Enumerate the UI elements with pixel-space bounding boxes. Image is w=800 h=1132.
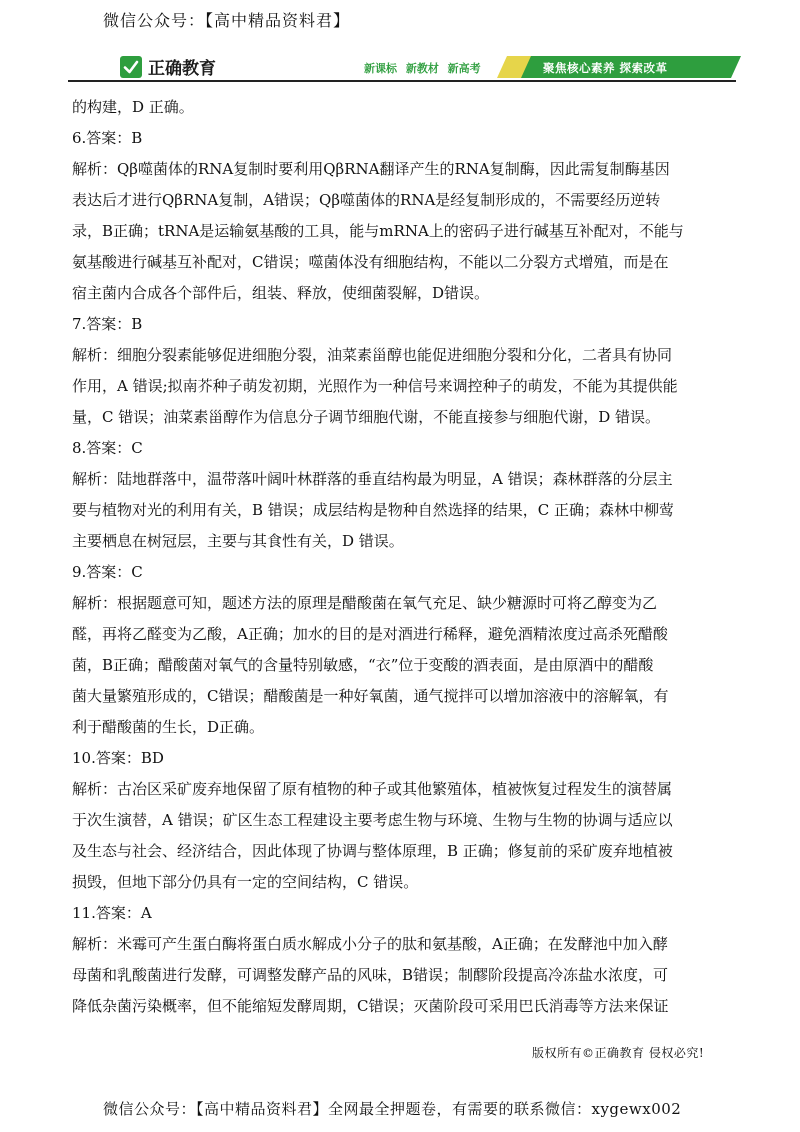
text-line: 的构建，D 正确。 xyxy=(72,98,194,116)
copyright-notice: 版权所有©正确教育 侵权必究! xyxy=(532,1046,705,1060)
answer-heading: 9.答案：C xyxy=(72,563,143,581)
text-line: 母菌和乳酸菌进行发酵，可调整发酵产品的风味，B错误；制醪阶段提高冷冻盐水浓度，可 xyxy=(72,966,669,984)
ribbon-text: 聚焦核心素养 探索改革 xyxy=(543,61,668,75)
text-line: 主要栖息在树冠层，主要与其食性有关，D 错误。 xyxy=(72,532,404,550)
checkmark-icon xyxy=(120,56,142,78)
header-rule xyxy=(68,80,736,82)
text-line: 宿主菌内合成各个部件后，组装、释放，使细菌裂解，D错误。 xyxy=(72,284,490,302)
text-line: 量，C 错误；油菜素甾醇作为信息分子调节细胞代谢，不能直接参与细胞代谢，D 错误。 xyxy=(72,408,661,426)
logo-text: 正确教育 xyxy=(148,59,216,79)
answer-heading: 11.答案：A xyxy=(72,904,152,922)
page-header xyxy=(68,46,736,82)
bottom-wechat-banner: 微信公众号：【高中精品资料君】全网最全押题卷，有需要的联系微信：xygewx002 xyxy=(103,1100,682,1118)
text-line: 要与植物对光的利用有关，B 错误；成层结构是物种自然选择的结果，C 正确；森林中柳莺 xyxy=(72,501,675,519)
text-line: 作用，A 错误;拟南芥种子萌发初期，光照作为一种信号来调控种子的萌发，不能为其提供能 xyxy=(72,377,678,395)
answer-heading: 8.答案：C xyxy=(72,439,143,457)
text-line: 菌，B正确；醋酸菌对氧气的含量特别敏感，“衣”位于变酸的酒表面，是由原酒中的醋酸 xyxy=(72,656,654,674)
header-ribbon xyxy=(497,56,741,78)
text-line: 损毁，但地下部分仍具有一定的空间结构，C 错误。 xyxy=(72,873,419,891)
text-line: 于次生演替，A 错误；矿区生态工程建设主要考虑生物与环境、生物与生物的协调与适应以 xyxy=(72,811,673,829)
answer-content xyxy=(72,92,732,1022)
text-line: 降低杂菌污染概率，但不能缩短发酵周期，C错误；灭菌阶段可采用巴氏消毒等方法来保证 xyxy=(72,997,669,1015)
answer-heading: 10.答案：BD xyxy=(72,749,164,767)
text-line: 解析：根据题意可知，题述方法的原理是醋酸菌在氧气充足、缺少糖源时可将乙醇变为乙 xyxy=(72,594,658,612)
text-line: 解析：细胞分裂素能够促进细胞分裂，油菜素甾醇也能促进细胞分裂和分化，二者具有协同 xyxy=(72,346,673,364)
text-line: 录，B正确；tRNA是运输氨基酸的工具，能与mRNA上的密码子进行碱基互补配对，不能与 xyxy=(72,222,684,240)
text-line: 利于醋酸菌的生长，D正确。 xyxy=(72,718,265,736)
text-line: 解析：米霉可产生蛋白酶将蛋白质水解成小分子的肽和氨基酸，A正确；在发酵池中加入酵 xyxy=(72,935,668,953)
text-line: 菌大量繁殖形成的，C错误；醋酸菌是一种好氧菌，通气搅拌可以增加溶液中的溶解氧，有 xyxy=(72,687,669,705)
answer-heading: 6.答案：B xyxy=(72,129,143,147)
answer-heading: 7.答案：B xyxy=(72,315,143,333)
text-line: 及生态与社会、经济结合，因此体现了协调与整体原理，B 正确；修复前的采矿废弃地植被 xyxy=(72,842,673,860)
text-line: 解析：古冶区采矿废弃地保留了原有植物的种子或其他繁殖体，植被恢复过程发生的演替属 xyxy=(72,780,673,798)
header-slogans: 新课标 新教材 新高考 xyxy=(364,62,481,75)
text-line: 氨基酸进行碱基互补配对，C错误；噬菌体没有细胞结构，不能以二分裂方式增殖，而是在 xyxy=(72,253,669,271)
text-line: 醛，再将乙醛变为乙酸，A正确；加水的目的是对酒进行稀释，避免酒精浓度过高杀死醋酸 xyxy=(72,625,668,643)
text-line: 解析：陆地群落中，温带落叶阔叶林群落的垂直结构最为明显，A 错误；森林群落的分层主 xyxy=(72,470,673,488)
top-wechat-banner: 微信公众号：【高中精品资料君】 xyxy=(103,11,351,30)
brand-logo xyxy=(120,54,216,79)
text-line: 表达后才进行QβRNA复制，A错误；Qβ噬菌体的RNA是经复制形成的，不需要经历逆转 xyxy=(72,191,661,209)
text-line: 解析：Qβ噬菌体的RNA复制时要利用QβRNA翻译产生的RNA复制酶，因此需复制酶基因 xyxy=(72,160,670,178)
